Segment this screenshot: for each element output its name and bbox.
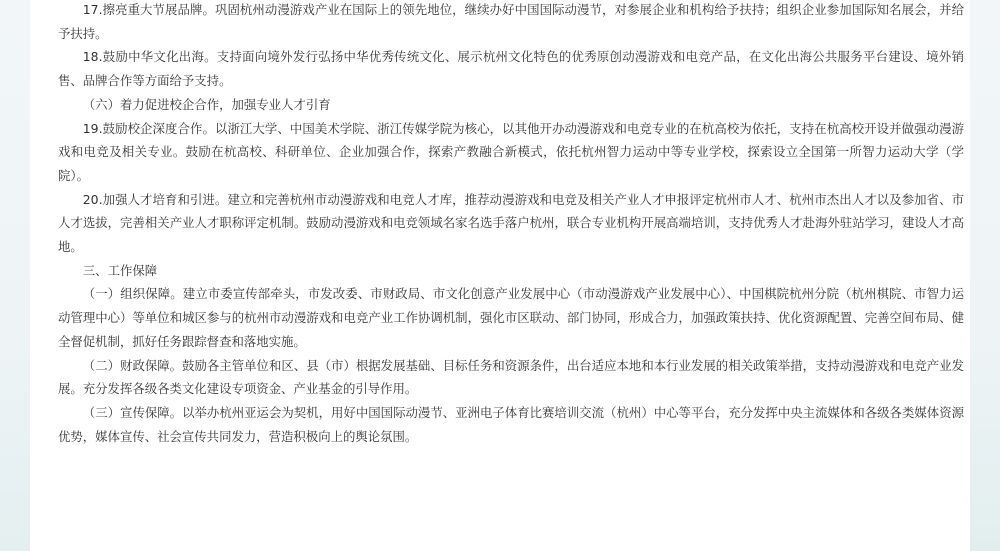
paragraph-20: 20.加强人才培育和引进。建立和完善杭州市动漫游戏和电竞人才库，推荐动漫游戏和电竞及相关产业人才申报评定杭州市人才、杭州市杰出人才以及参加省、市人才选拔，完善相关产业人才职称评定机制。鼓励动漫游戏和电竞领域名家名选手落户杭州，联合专业机构开展高端培训，支持优秀人才赴海外驻站学习，建设人才高地。 [58,191,964,255]
article-panel [30,0,970,551]
page-background-left [0,0,30,551]
paragraph-organization-guarantee: （一）组织保障。建立市委宣传部牵头，市发改委、市财政局、市文化创意产业发展中心（市动漫游戏产业发展中心）、中国棋院杭州分院（杭州棋院、市智力运动管理中心）等单位和城区参与的杭州市动漫游戏和电竞产业工作协调机制，强化市区联动、部门协同，形成合力，加强政策扶持、优化资源配置、完善空间布局、健全督促机制，抓好任务跟踪督查和落地实施。 [58,286,964,349]
page-background-right [970,0,1000,551]
paragraph-publicity-guarantee: （三）宣传保障。以举办杭州亚运会为契机，用好中国国际动漫节、亚洲电子体育比赛培训交流（杭州）中心等平台，充分发挥中央主流媒体和各级各类媒体资源优势，媒体宣传、社会宣传共同发力，营造积极向上的舆论氛围。 [58,404,964,444]
article-body [58,0,964,448]
section-heading-3: 三、工作保障 [82,262,158,278]
paragraph-17: 17.擦亮重大节展品牌。巩固杭州动漫游戏产业在国际上的领先地位，继续办好中国国际动漫节，对参展企业和机构给予扶持；组织企业参加国际知名展会，并给予扶持。 [58,2,964,41]
paragraph-finance-guarantee: （二）财政保障。鼓励各主管单位和区、县（市）根据发展基础、目标任务和资源条件，出台适应本地和本行业发展的相关政策举措，支持动漫游戏和电竞产业发展。充分发挥各级各类文化建设专项资金、产业基金的引导作用。 [58,357,964,397]
paragraph-19: 19.鼓励校企深度合作。以浙江大学、中国美术学院、浙江传媒学院为核心，以其他开办动漫游戏和电竞专业的在杭高校为依托，支持在杭高校开设并做强动漫游戏和电竞及相关专业。鼓励在杭高校、科研单位、企业加强合作，探索产教融合新模式，依托杭州智力运动中等专业学校，探索设立全国第一所智力运动大学（学院）。 [58,120,964,183]
section-heading-6: （六）着力促进校企合作，加强专业人才引育 [82,96,331,112]
paragraph-18: 18.鼓励中华文化出海。支持面向境外发行弘扬中华优秀传统文化、展示杭州文化特色的优秀原创动漫游戏和电竞产品，在文化出海公共服务平台建设、境外销售、品牌合作等方面给予支持。 [58,49,964,89]
